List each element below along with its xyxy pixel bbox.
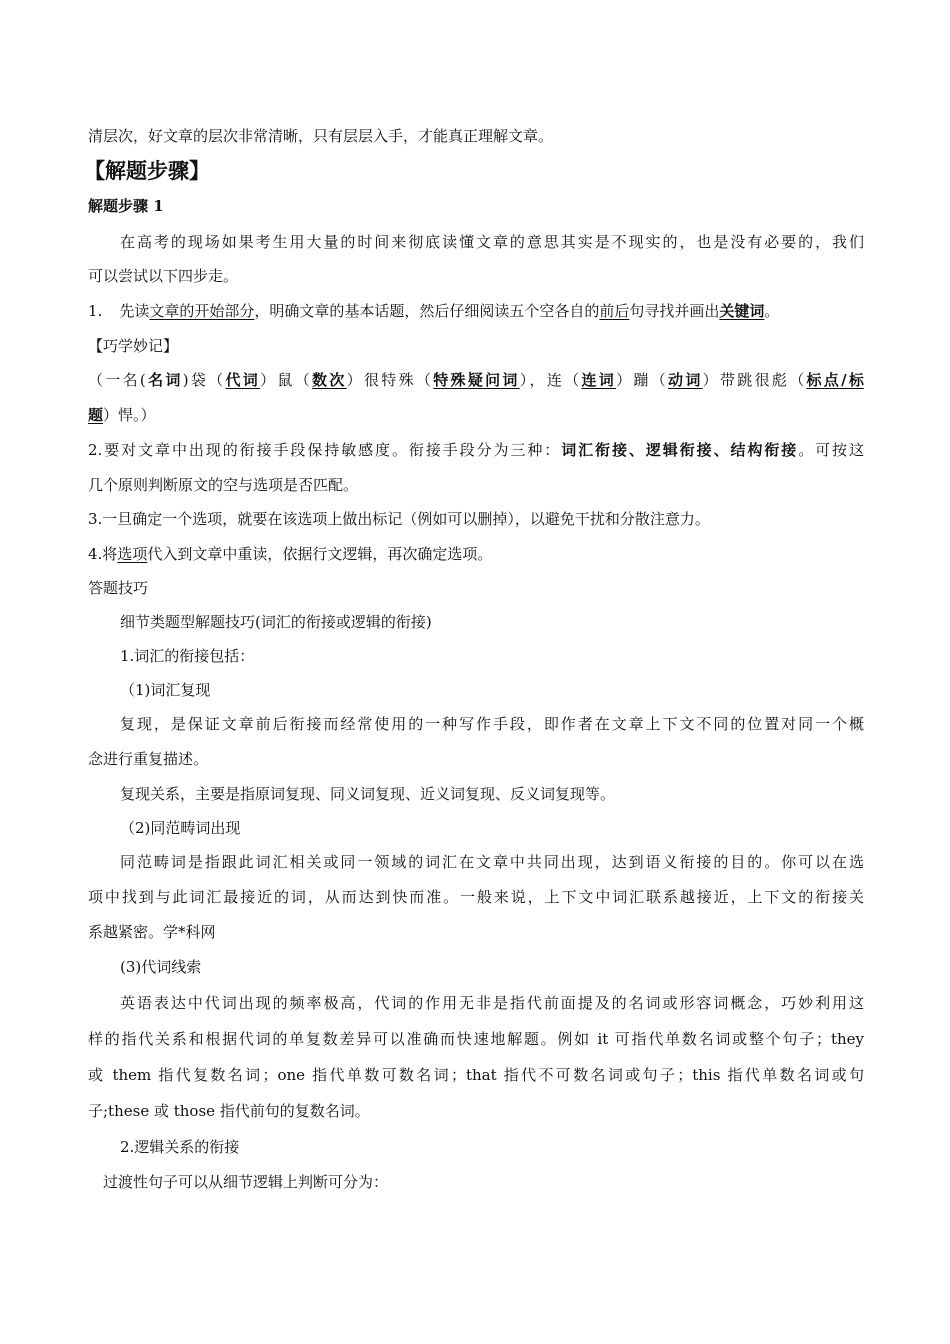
mnemonic-numeral: 数次 (312, 371, 347, 389)
sub1-p2: 复现关系，主要是指原词复现、同义词复现、近义词复现、反义词复现等。 (120, 785, 616, 803)
item2-line2: 几个原则判断原文的空与选项是否匹配。 (88, 476, 359, 494)
item1-underlined-opening: 文章的开始部分 (149, 302, 255, 320)
transition-line: 过渡性句子可以从细节逻辑上判断可分为： (103, 1173, 389, 1191)
logic-heading: 2.逻辑关系的衔接 (120, 1138, 240, 1156)
item4-text-1: 4.将 (88, 545, 118, 563)
item1-text-4: 。 (764, 302, 780, 320)
item4-text-2: 代入到文章中重读，依据行文逻辑，再次确定选项。 (147, 545, 493, 563)
sub2-line3: 系越紧密。学*科网 (88, 923, 216, 941)
mnemonic-part: ）鼠（ (260, 371, 313, 389)
item1 (88, 301, 779, 321)
sub3-line1: 英语表达中代词出现的频率极高，代词的作用无非是指代前面提及的名词或形容词概念，巧妙利用这 (120, 994, 864, 1012)
item1-text-1: 先读 (119, 302, 150, 320)
item1-text-3: 句寻找并画出 (629, 302, 720, 320)
mnemonic-part: ）很特殊（ (346, 371, 434, 389)
mnemonic-pronoun: 代词 (225, 371, 261, 389)
detail-heading: 细节类题型解题技巧(词汇的衔接或逻辑的衔接) (120, 613, 432, 631)
mnemonic-wh-word: 特殊疑问词 (433, 371, 520, 389)
mnemonic-part: ）蹦（ (616, 371, 669, 389)
mnemonic-part: ），连（ (519, 371, 582, 389)
lexical-heading: 1.词汇的衔接包括： (120, 647, 255, 665)
item2-text-2: 。可按这 (798, 441, 864, 459)
step-heading: 解题步骤 1 (88, 197, 164, 215)
tips-heading: 答题技巧 (88, 579, 149, 597)
mnemonic-verb: 动词 (668, 371, 703, 389)
section-title: 【解题步骤】 (84, 158, 210, 183)
item2-cohesion-types: 词汇衔接、逻辑衔接、结构衔接 (561, 441, 799, 459)
sub3-line2: 样的指代关系和根据代词的单复数差异可以准确而快速地解题。例如 it 可指代单数名词或整个句子；they (88, 1030, 864, 1048)
para1-line2: 可以尝试以下四步走。 (88, 267, 239, 285)
sub1-p1-line2: 念进行重复描述。 (88, 750, 209, 768)
sub3-line3: 或 them 指代复数名词；one 指代单数可数名词；that 指代不可数名词或句子；this 指代单数名词或句 (88, 1066, 864, 1084)
sub2-heading: （2)同范畴词出现 (120, 819, 241, 837)
item4-options: 选项 (117, 545, 148, 563)
intro-line: 清层次，好文章的层次非常清晰，只有层层入手，才能真正理解文章。 (88, 127, 554, 145)
sub1-p1-line1: 复现，是保证文章前后衔接而经常使用的一种写作手段，即作者在文章上下文不同的位置对同一个概 (120, 715, 864, 733)
item2-line1 (88, 440, 864, 460)
item1-underlined-before-after: 前后 (599, 302, 630, 320)
item4 (88, 544, 492, 564)
mnemonic-title: 题 (88, 406, 104, 424)
item1-number: 1. (88, 302, 103, 320)
item1-keyword: 关键词 (719, 302, 765, 320)
mnemonic-punctuation: 标点/标 (806, 371, 864, 389)
mnemonic-part: )袋（ (182, 371, 226, 389)
sub1-heading: （1)词汇复现 (120, 681, 211, 699)
para1-line1: 在高考的现场如果考生用大量的时间来彻底读懂文章的意思其实是不现实的，也是没有必要的，我们 (120, 233, 864, 251)
mnemonic-noun: 名词 (145, 371, 183, 389)
sub2-line2: 项中找到与此词汇最接近的词，从而达到快而准。一般来说，上下文中词汇联系越接近，上下文的衔接关 (88, 888, 864, 906)
mnemonic-part: ）带跳很彪（ (702, 371, 807, 389)
mnemonic-label: 【巧学妙记】 (88, 337, 179, 355)
item3: 3.一旦确定一个选项，就要在该选项上做出标记（例如可以删掉），以避免干扰和分散注意力。 (88, 510, 710, 528)
sub3-heading: (3)代词线索 (120, 958, 202, 976)
mnemonic-part: （一名( (88, 371, 146, 389)
sub3-line4: 子;these 或 those 指代前句的复数名词。 (88, 1102, 370, 1120)
sub2-line1: 同范畴词是指跟此词汇相关或同一领域的词汇在文章中共同出现，达到语义衔接的目的。你可以在选 (120, 853, 864, 871)
mnemonic-line1 (88, 370, 864, 390)
mnemonic-part: ）悍。） (103, 406, 156, 424)
mnemonic-line2 (88, 405, 156, 425)
item2-text-1: 2.要对文章中出现的衔接手段保持敏感度。衔接手段分为三种： (88, 441, 562, 459)
mnemonic-conjunction: 连词 (581, 371, 617, 389)
item1-text-2: ，明确文章的基本话题，然后仔细阅读五个空各自的 (254, 302, 600, 320)
